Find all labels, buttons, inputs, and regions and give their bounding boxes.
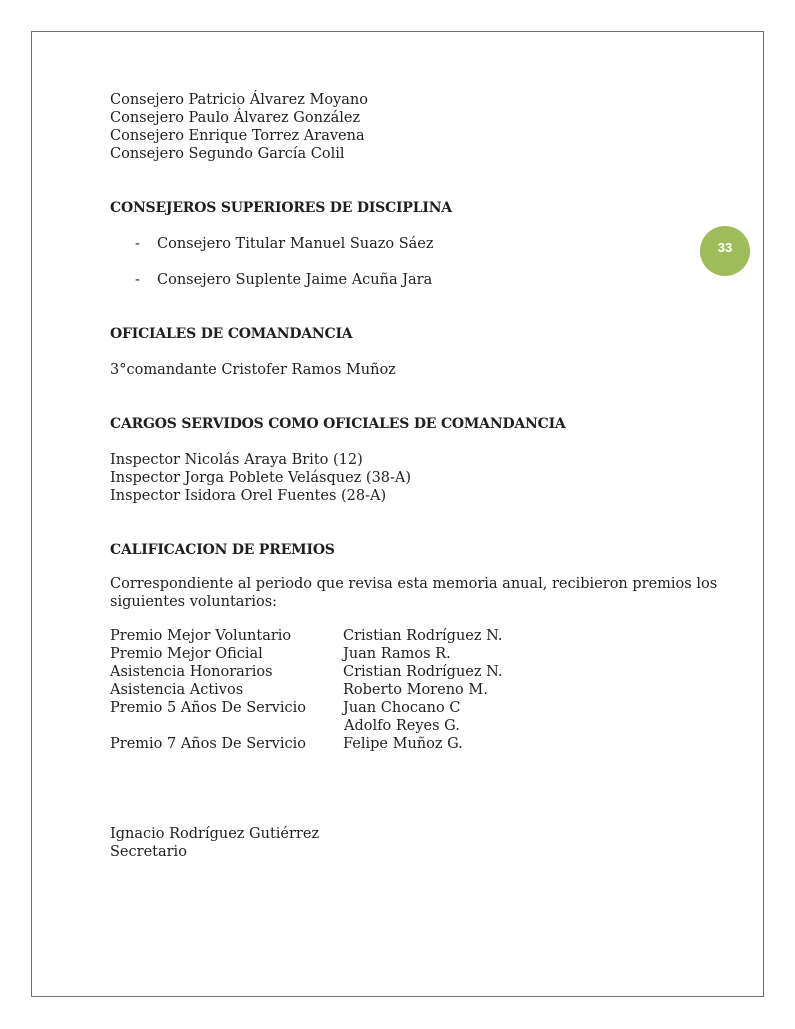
premio-value: Roberto Moreno M. <box>343 682 488 698</box>
cargos-heading: CARGOS SERVIDOS COMO OFICIALES DE COMANDANCIA <box>110 416 566 432</box>
superior-item-text: Consejero Suplente Jaime Acuña Jara <box>157 272 433 288</box>
superior-item <box>110 235 730 253</box>
superiores-heading: CONSEJEROS SUPERIORES DE DISCIPLINA <box>110 200 452 216</box>
consejero-line: Consejero Enrique Torrez Aravena <box>110 128 365 144</box>
cargo-line: Inspector Isidora Orel Fuentes (28-A) <box>110 488 387 504</box>
premio-value: Cristian Rodríguez N. <box>343 628 503 644</box>
signature-block <box>110 825 730 861</box>
document-body <box>110 91 730 861</box>
superior-item-text: Consejero Titular Manuel Suazo Sáez <box>157 236 434 252</box>
oficiales-line: 3°comandante Cristofer Ramos Muñoz <box>110 362 396 378</box>
dash-marker: - <box>135 272 140 288</box>
signatory-title: Secretario <box>110 844 187 860</box>
premio-label: Premio Mejor Oficial <box>110 646 263 662</box>
premios-intro-line: Correspondiente al periodo que revisa esta memoria anual, recibieron premios los <box>110 576 718 592</box>
premio-row <box>110 663 730 681</box>
premio-label: Premio Mejor Voluntario <box>110 628 292 644</box>
premio-label: Asistencia Honorarios <box>110 664 273 680</box>
premio-row <box>110 699 730 717</box>
premio-label: Premio 7 Años De Servicio <box>110 736 306 752</box>
premio-label: Asistencia Activos <box>110 682 244 698</box>
premio-row <box>110 735 730 753</box>
premio-row <box>110 645 730 663</box>
premio-value: Felipe Muñoz G. <box>343 736 463 752</box>
premio-value: Adolfo Reyes G. <box>344 718 460 734</box>
premio-value: Cristian Rodríguez N. <box>343 664 503 680</box>
consejeros-list <box>110 91 730 163</box>
superior-item <box>110 271 730 289</box>
dash-marker: - <box>135 236 140 252</box>
premios-heading: CALIFICACION DE PREMIOS <box>110 542 335 558</box>
cargo-line: Inspector Nicolás Araya Brito (12) <box>110 452 363 468</box>
premio-value: Juan Ramos R. <box>343 646 451 662</box>
premio-row <box>110 717 730 735</box>
page-number-badge: 33 <box>700 226 750 276</box>
consejero-line: Consejero Patricio Álvarez Moyano <box>110 92 368 108</box>
cargo-line: Inspector Jorga Poblete Velásquez (38-A) <box>110 470 412 486</box>
premio-label: Premio 5 Años De Servicio <box>110 700 306 716</box>
premio-row <box>110 681 730 699</box>
cargos-list <box>110 451 730 505</box>
consejero-line: Consejero Segundo García Colil <box>110 146 345 162</box>
premio-value: Juan Chocano C <box>343 700 461 716</box>
consejero-line: Consejero Paulo Álvarez González <box>110 110 361 126</box>
signatory-name: Ignacio Rodríguez Gutiérrez <box>110 826 320 842</box>
premios-intro-line: siguientes voluntarios: <box>110 594 278 610</box>
premios-intro <box>110 575 730 611</box>
premios-table <box>110 627 730 753</box>
premio-row <box>110 627 730 645</box>
oficiales-heading: OFICIALES DE COMANDANCIA <box>110 326 353 342</box>
